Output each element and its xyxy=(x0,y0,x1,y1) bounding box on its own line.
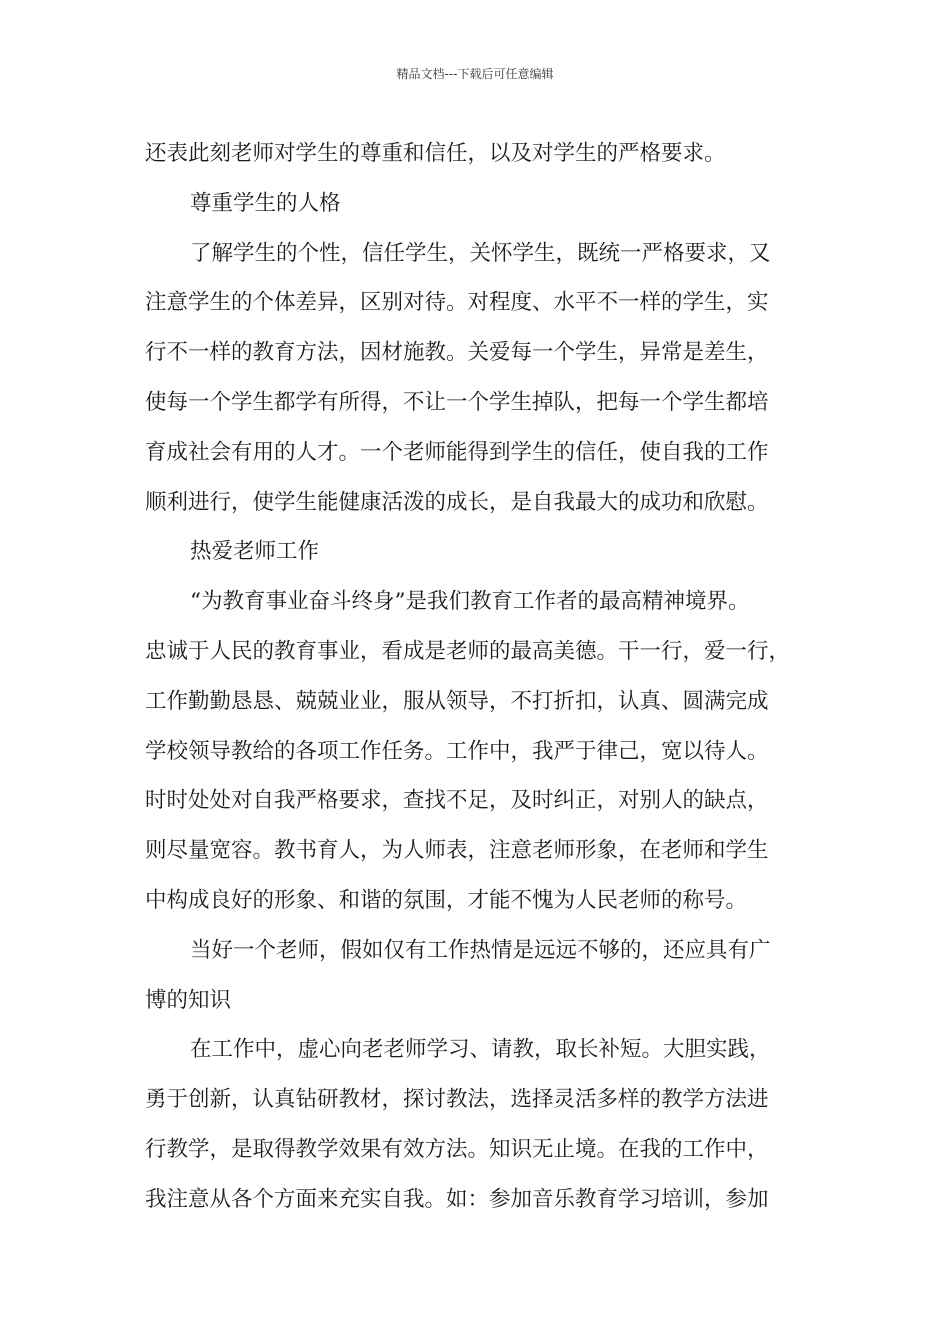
text-line: 了解学生的个性，信任学生，关怀学生，既统一严格要求，又 xyxy=(190,240,771,266)
text-line: 中构成良好的形象、和谐的氛围，才能不愧为人民老师的称号。 xyxy=(145,887,748,913)
section-heading-love-work: 热爱老师工作 xyxy=(190,539,320,565)
text-line: 还表此刻老师对学生的尊重和信任，以及对学生的严格要求。 xyxy=(145,141,726,166)
text-line: 使每一个学生都学有所得，不让一个学生掉队，把每一个学生都培 xyxy=(145,389,769,415)
section-heading-respect: 尊重学生的人格 xyxy=(190,190,341,216)
section-heading-knowledge-cont: 博的知识 xyxy=(145,987,232,1013)
section-heading-knowledge: 当好一个老师，假如仅有工作热情是远远不够的，还应具有广 xyxy=(190,937,771,963)
text-line: “为教育事业奋斗终身”是我们教育工作者的最高精神境界。 xyxy=(190,589,750,615)
text-line: 注意学生的个体差异，区别对待。对程度、水平不一样的学生，实 xyxy=(145,290,769,316)
text-line: 行教学，是取得教学效果有效方法。知识无止境。在我的工作中， xyxy=(145,1136,769,1162)
text-line: 行不一样的教育方法，因材施教。关爱每一个学生，异常是差生， xyxy=(145,340,769,366)
text-line: 则尽量宽容。教书育人，为人师表，注意老师形象，在老师和学生 xyxy=(145,838,769,864)
text-line: 在工作中，虚心向老老师学习、请教，取长补短。大胆实践， xyxy=(190,1037,771,1063)
text-line: 工作勤勤恳恳、兢兢业业，服从领导，不打折扣，认真、圆满完成 xyxy=(145,688,769,714)
text-line: 忠诚于人民的教育事业，看成是老师的最高美德。干一行，爱一行， xyxy=(145,638,791,664)
text-line: 勇于创新，认真钻研教材，探讨教法，选择灵活多样的教学方法进 xyxy=(145,1087,769,1113)
document-body xyxy=(145,134,825,1230)
text-line: 学校领导教给的各项工作任务。工作中，我严于律己，宽以待人。 xyxy=(145,738,769,764)
page-header: 精品文档---下载后可任意编辑 xyxy=(396,67,554,81)
text-line: 顺利进行，使学生能健康活泼的成长，是自我最大的成功和欣慰。 xyxy=(145,489,769,515)
text-line: 我注意从各个方面来充实自我。如：参加音乐教育学习培训，参加 xyxy=(145,1186,769,1212)
text-line: 育成社会有用的人才。一个老师能得到学生的信任，使自我的工作 xyxy=(145,439,769,465)
text-line: 时时处处对自我严格要求，查找不足，及时纠正，对别人的缺点， xyxy=(145,788,769,814)
